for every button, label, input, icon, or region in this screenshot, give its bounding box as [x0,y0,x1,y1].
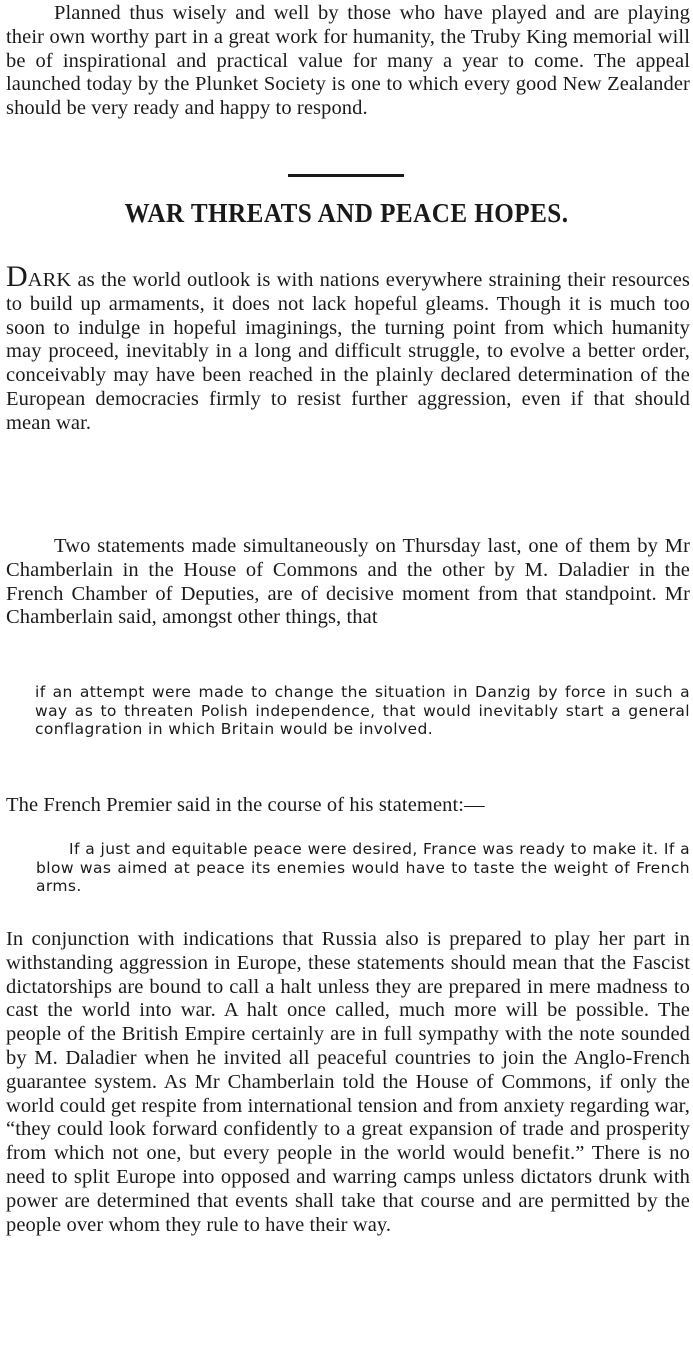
section-divider-rule [288,174,404,177]
lead-paragraph-body: as the world outlook is with nations everywhere straining their resources to build up armaments, it does not lack hopeful gleams. Though it is much too soon to indulge in hopeful imaginings, the turning point from which humanity may proceed, inevitably in a long and difficult struggle, to evolve a better order, conceivably may have been reached in the plainly declared determination of the European democracies firmly to resist further aggression, even if that should mean war. [6,269,690,434]
french-premier-quote: If a just and equitable peace were desired, France was ready to make it. If a blow was aimed at peace its enemies would have to taste the weight of French arms. [36,840,690,895]
lead-first-word-rest: ARK [27,269,72,291]
intro-paragraph: Planned thus wisely and well by those who have played and are playing their own worthy part in a great work for humanity, the Truby King memorial will be of inspirational and practical value for many a year to come. The appeal launched today by the Plunket Society is one to which every good New Zealander should be very ready and happy to respond. [6,2,690,120]
article-headline: WAR THREATS AND PEACE HOPES. [124,198,569,228]
lead-dropcap: D [6,260,28,293]
french-premier-intro: The French Premier said in the course of his statement:— [6,794,485,816]
chamberlain-quote: if an attempt were made to change the situation in Danzig by force in such a way as to threaten Polish independence, that would inevitably start a general conflagration in which Britain would be involved. [35,683,690,738]
lead-paragraph [6,260,690,436]
conjunction-paragraph: In conjunction with indications that Russia also is prepared to play her part in withstanding aggression in Europe, these statements should mean that the Fascist dictatorships are bound to call a halt unless they are prepared in mere madness to cast the world into war. A halt once called, much more will be possible. The people of the British Empire certainly are in full sympathy with the note sounded by M. Daladier when he invited all peaceful countries to join the Anglo-French guarantee system. As Mr Chamberlain told the House of Commons, if only the world could get respite from international tension and from anxiety regarding war, “they could look forward confidently to a great expansion of trade and prosperity from which not one, but every people in the world would benefit.” There is no need to split Europe into opposed and warring camps unless dictators drunk with power are determined that events shall take that course and are permitted by the people over whom they rule to have their way. [6,928,690,1236]
statements-paragraph: Two statements made simultaneously on Thursday last, one of them by Mr Chamberlain in the House of Commons and the other by M. Daladier in the French Chamber of Deputies, are of decisive moment from that standpoint. Mr Chamberlain said, amongst other things, that [6,535,690,629]
